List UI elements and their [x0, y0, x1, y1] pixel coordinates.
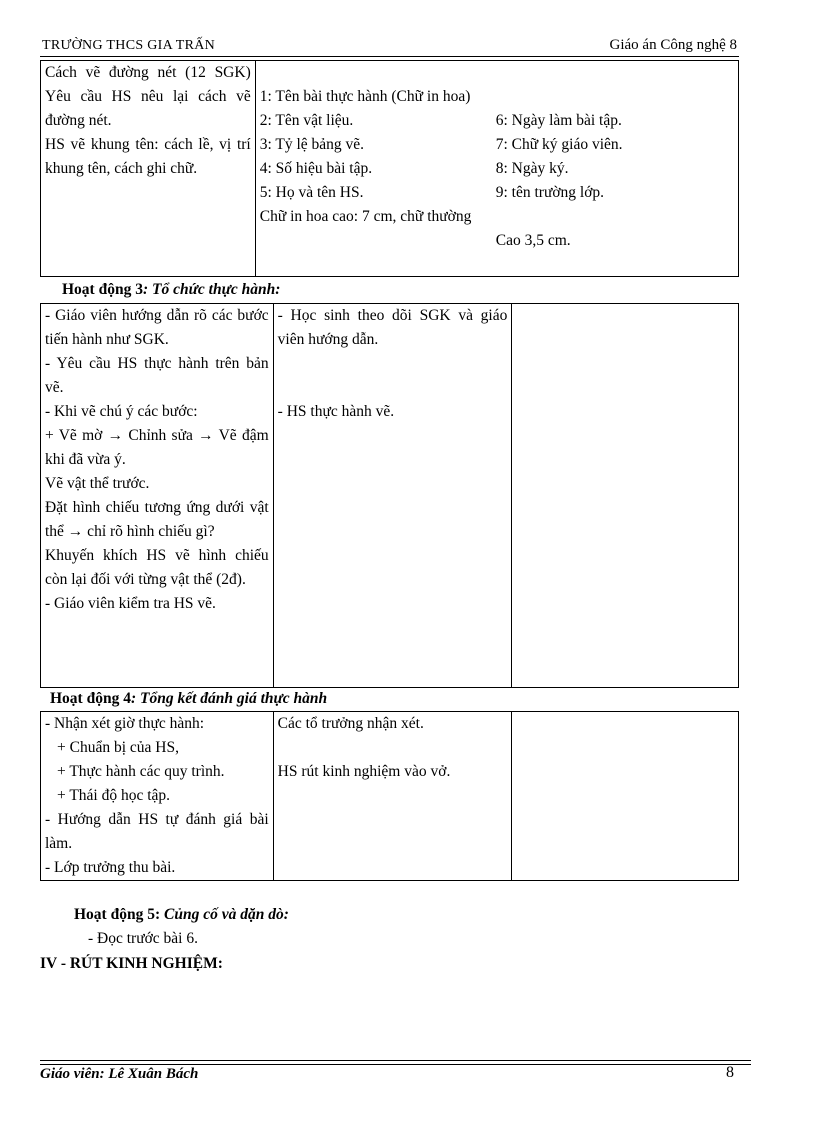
- table2-left-item: - Khi vẽ chú ý các bước:: [45, 403, 198, 420]
- table1-right-cell: [255, 61, 738, 277]
- table-2: [40, 303, 739, 688]
- table1-mid-item: Chữ in hoa cao: 7 cm, chữ thường: [259, 208, 472, 225]
- activity-3-heading: [62, 281, 280, 299]
- table3-right-cell: [512, 712, 739, 881]
- table2-mid-item: - HS thực hành vẽ.: [277, 403, 395, 420]
- activity-5-title: Củng cố và dặn dò:: [164, 906, 289, 923]
- table2-mid-item: - Học sinh theo dõi SGK và giáo viên hướng dẫn.: [277, 307, 508, 348]
- footer-rule: [40, 1060, 751, 1061]
- table1-mid-item: 1: Tên bài thực hành (Chữ in hoa): [259, 88, 471, 105]
- table2-left-item: Đặt hình chiếu tương ứng dưới vật thể → chỉ rõ hình chiếu gì?: [45, 499, 269, 540]
- table2-left-item: Khuyến khích HS vẽ hình chiếu còn lại đối với từng vật thể (2đ).: [45, 547, 269, 588]
- table1-mid-item: 5: Họ và tên HS.: [259, 184, 364, 201]
- table3-left-item: - Nhận xét giờ thực hành:: [45, 715, 205, 732]
- table3-left-item: + Thực hành các quy trình.: [57, 763, 225, 780]
- page-header: [40, 36, 739, 57]
- table1-right-item: 6: Ngày làm bài tập.: [495, 112, 622, 129]
- section-4-heading: IV - RÚT KINH NGHIỆM:: [40, 955, 223, 972]
- table1-right-column: [496, 85, 696, 253]
- table1-left-cell: [41, 61, 256, 277]
- table1-mid-column: [260, 85, 496, 253]
- activity-5-item: - Đọc trước bài 6.: [88, 930, 198, 947]
- table1-left-p2: HS vẽ khung tên: cách lề, vị trí khung tên, cách ghi chữ.: [45, 136, 251, 177]
- table3-mid-item: Các tổ trưởng nhận xét.: [277, 715, 424, 732]
- table2-right-cell: [512, 304, 739, 688]
- table2-mid-cell: [273, 304, 512, 688]
- table2-left-item: Vẽ vật thể trước.: [45, 475, 150, 492]
- table1-mid-item: 2: Tên vật liệu.: [259, 112, 354, 129]
- table1-left-p1: Cách vẽ đường nét (12 SGK) Yêu cầu HS nêu lại cách vẽ đường nét.: [45, 64, 251, 129]
- activity-3-label: Hoạt động 3: [62, 281, 143, 298]
- footer-rule-thin: [40, 1064, 751, 1065]
- activity-4-label: Hoạt động 4: [50, 690, 131, 707]
- activity-3-title: : Tổ chức thực hành:: [142, 281, 281, 298]
- footer-teacher: Giáo viên: Lê Xuân Bách: [40, 1066, 199, 1082]
- table-3: [40, 711, 739, 881]
- activity-5-heading: [74, 906, 289, 924]
- school-name: TRƯỜNG THCS GIA TRẤN: [42, 38, 216, 53]
- table3-left-item: - Hướng dẫn HS tự đánh giá bài làm.: [45, 811, 269, 852]
- subject-title: Giáo án Công nghệ 8: [609, 37, 737, 53]
- table1-grid: [260, 85, 734, 253]
- table3-left-item: - Lớp trưởng thu bài.: [45, 859, 176, 876]
- activity-4-heading: [50, 690, 327, 708]
- table1-right-item: 7: Chữ ký giáo viên.: [495, 136, 623, 153]
- activity-5-label: Hoạt động 5:: [74, 906, 161, 923]
- table2-left-cell: [41, 304, 274, 688]
- table1-spacer: [496, 205, 696, 229]
- table2-left-item: - Giáo viên hướng dẫn rõ các bước tiến hành như SGK.: [45, 307, 269, 348]
- table1-right-item: 8: Ngày ký.: [495, 160, 569, 177]
- table1-right-item: Cao 3,5 cm.: [495, 232, 571, 249]
- table1-mid-item: 4: Số hiệu bài tập.: [259, 160, 373, 177]
- table3-left-cell: [41, 712, 274, 881]
- table3-mid-item: HS rút kinh nghiệm vào vở.: [277, 763, 451, 780]
- table3-left-item: + Thái độ học tập.: [57, 787, 171, 804]
- table3-mid-cell: [273, 712, 512, 881]
- table1-mid-item: 3: Tỷ lệ bảng vẽ.: [259, 136, 365, 153]
- table2-left-item: - Yêu cầu HS thực hành trên bản vẽ.: [45, 355, 269, 396]
- table2-left-item: - Giáo viên kiểm tra HS vẽ.: [45, 595, 216, 612]
- footer-page-number: 8: [726, 1064, 734, 1081]
- table3-left-item: + Chuẩn bị của HS,: [57, 739, 179, 756]
- table-1: [40, 60, 739, 277]
- activity-4-title: : Tổng kết đánh giá thực hành: [130, 690, 328, 707]
- table1-right-item: 9: tên trường lớp.: [495, 184, 605, 201]
- table2-left-item: + Vẽ mờ → Chỉnh sửa → Vẽ đậm khi đã vừa ý.: [45, 427, 269, 468]
